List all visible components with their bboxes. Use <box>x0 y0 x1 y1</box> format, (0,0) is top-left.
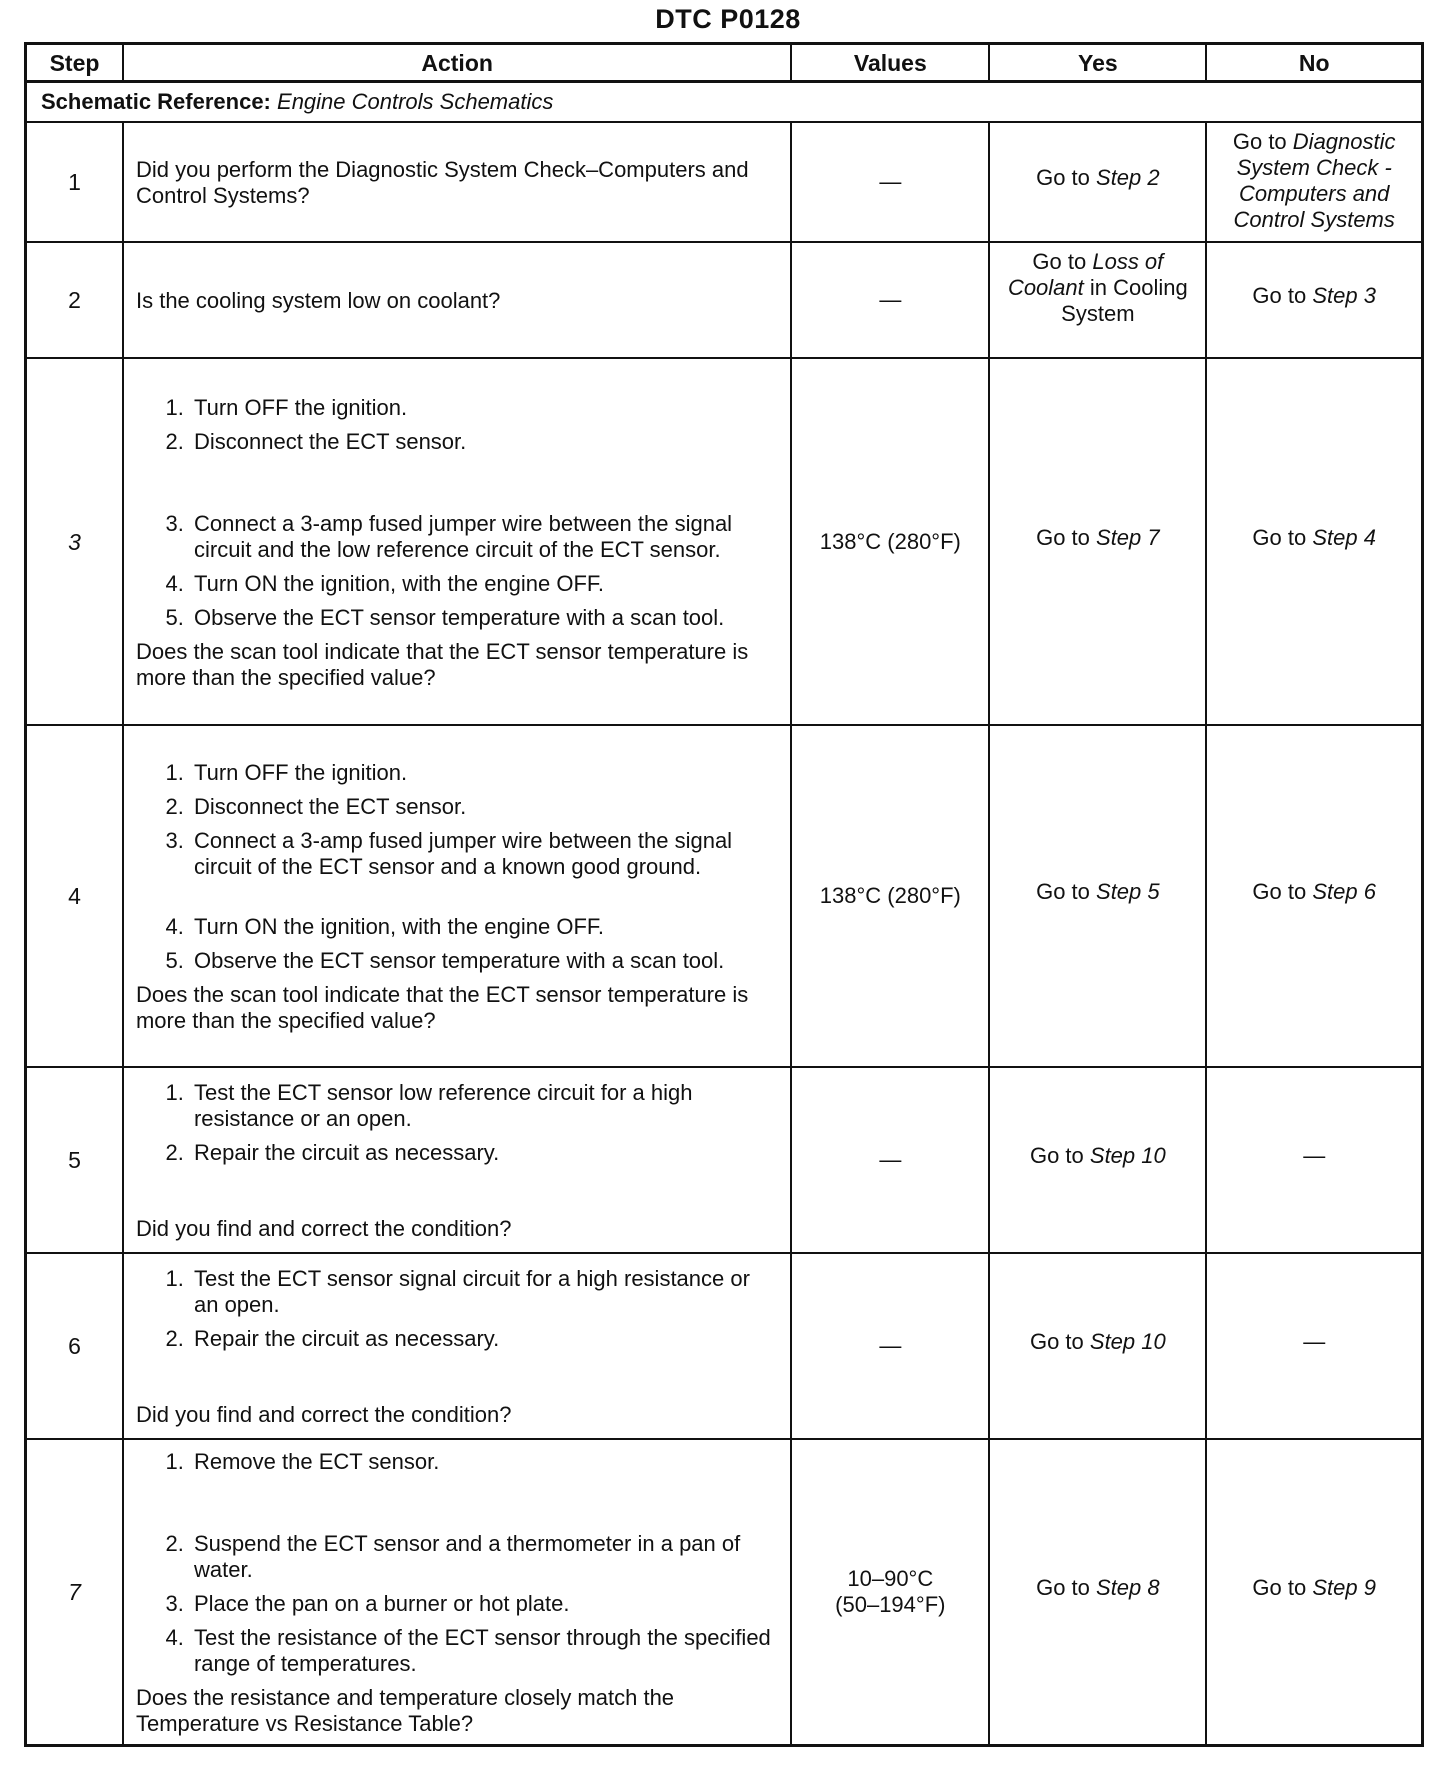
action-cell <box>123 725 791 1067</box>
list-item: 3. Connect a 3-amp fused jumper wire between the signal circuit and the low reference circuit of the ECT sensor. <box>190 511 778 563</box>
step-number: 5 <box>26 1067 123 1253</box>
list-item: 1. Turn OFF the ignition. <box>190 395 778 421</box>
yes-prefix: Go to <box>1029 1329 1084 1354</box>
no-prefix: Go to <box>1232 129 1287 154</box>
step-number: 3 <box>26 358 123 725</box>
yes-cell <box>989 242 1206 358</box>
question-text: Does the scan tool indicate that the ECT sensor temperature is more than the specified value? <box>135 638 749 690</box>
action-cell <box>123 1253 791 1439</box>
step-number: 4 <box>26 725 123 1067</box>
yes-link[interactable]: Loss of Coolant <box>1007 249 1164 300</box>
question-text: Does the scan tool indicate that the ECT sensor temperature is more than the specified value? <box>135 982 749 1033</box>
yes-link[interactable]: Step 7 <box>1096 524 1160 550</box>
value-cell: 138°C (280°F) <box>791 725 989 1067</box>
value-line-1: 10–90°C <box>847 1565 934 1591</box>
list-item: 2. Disconnect the ECT sensor. <box>190 794 778 820</box>
no-link[interactable]: Diagnostic System Check - Computers and Control Systems <box>1233 129 1396 232</box>
no-link[interactable]: Step 9 <box>1312 1574 1376 1600</box>
yes-prefix: Go to <box>1036 879 1090 904</box>
instruction-list <box>136 760 778 974</box>
list-item: 5. Observe the ECT sensor temperature with a scan tool. <box>190 605 778 631</box>
step-number: 6 <box>26 1253 123 1439</box>
step-number: 1 <box>26 122 123 242</box>
question-text: Is the cooling system low on coolant? <box>135 288 501 313</box>
action-cell <box>123 122 791 242</box>
instruction-list <box>136 395 778 631</box>
yes-link[interactable]: Step 10 <box>1089 1143 1166 1168</box>
yes-link[interactable]: Step 10 <box>1089 1329 1166 1354</box>
value-cell: — <box>791 1253 989 1439</box>
header-row <box>26 44 1423 82</box>
header-action: Action <box>123 44 791 82</box>
no-cell <box>1206 122 1422 242</box>
no-cell: — <box>1206 1067 1422 1253</box>
no-link[interactable]: Step 3 <box>1312 283 1376 308</box>
table-row <box>26 122 1423 242</box>
list-item: 4. Turn ON the ignition, with the engine OFF. <box>190 571 778 597</box>
list-item: 3. Connect a 3-amp fused jumper wire between the signal circuit of the ECT sensor and a known good ground. <box>190 828 778 880</box>
action-cell <box>123 242 791 358</box>
yes-prefix: Go to <box>1029 1143 1084 1168</box>
no-prefix: Go to <box>1252 879 1307 904</box>
title-text: DTC P0128 <box>655 4 801 34</box>
table-row <box>26 725 1423 1067</box>
no-cell: — <box>1206 1253 1422 1439</box>
instruction-list <box>136 1080 778 1166</box>
list-item: 4. Turn ON the ignition, with the engine OFF. <box>190 914 778 940</box>
list-item: 1. Turn OFF the ignition. <box>190 760 778 786</box>
page-title <box>0 4 1456 35</box>
list-item: 2. Suspend the ECT sensor and a thermometer in a pan of water. <box>190 1531 778 1583</box>
no-cell <box>1206 242 1422 358</box>
yes-suffix: in Cooling System <box>1061 275 1188 326</box>
list-item: 4. Test the resistance of the ECT sensor through the specified range of temperatures. <box>190 1625 778 1677</box>
table-row <box>26 1439 1423 1745</box>
schematic-label: Schematic Reference: <box>41 89 271 114</box>
dtc-table <box>24 42 1424 1747</box>
value-cell: — <box>791 242 989 358</box>
action-cell <box>123 1067 791 1253</box>
list-item: 1. Test the ECT sensor low reference circuit for a high resistance or an open. <box>190 1080 778 1132</box>
schematic-reference <box>26 82 1423 123</box>
instruction-list <box>136 1266 778 1352</box>
no-link[interactable]: Step 6 <box>1312 879 1376 904</box>
list-item: 2. Disconnect the ECT sensor. <box>190 429 778 455</box>
header-values: Values <box>791 44 989 82</box>
no-prefix: Go to <box>1252 283 1307 308</box>
value-cell: 138°C (280°F) <box>791 358 989 725</box>
yes-cell <box>989 358 1206 725</box>
no-cell <box>1206 358 1422 725</box>
step-number: 2 <box>26 242 123 358</box>
table-row <box>26 358 1423 725</box>
question-text: Does the resistance and temperature closely match the Temperature vs Resistance Table? <box>135 1684 675 1736</box>
list-item: 2. Repair the circuit as necessary. <box>190 1326 778 1352</box>
header-no: No <box>1206 44 1422 82</box>
header-yes: Yes <box>989 44 1206 82</box>
yes-link[interactable]: Step 8 <box>1096 1574 1160 1600</box>
yes-link[interactable]: Step 5 <box>1096 879 1160 904</box>
schematic-link[interactable]: Engine Controls Schematics <box>277 89 554 114</box>
no-cell <box>1206 1439 1422 1745</box>
question-text: Did you find and correct the condition? <box>135 1216 512 1241</box>
table-row <box>26 1067 1423 1253</box>
no-prefix: Go to <box>1252 1574 1307 1600</box>
no-link[interactable]: Step 4 <box>1312 524 1376 550</box>
action-cell <box>123 1439 791 1745</box>
value-cell: — <box>791 1067 989 1253</box>
header-step: Step <box>26 44 123 82</box>
table-row <box>26 1253 1423 1439</box>
yes-cell <box>989 725 1206 1067</box>
value-cell <box>791 1439 989 1745</box>
yes-link[interactable]: Step 2 <box>1096 165 1160 190</box>
step-number: 7 <box>26 1439 123 1745</box>
list-item: 5. Observe the ECT sensor temperature with a scan tool. <box>190 948 778 974</box>
question-text: Did you find and correct the condition? <box>135 1402 512 1427</box>
yes-cell <box>989 1439 1206 1745</box>
instruction-list <box>136 1449 778 1677</box>
yes-prefix: Go to <box>1036 165 1090 190</box>
list-item: 3. Place the pan on a burner or hot plate. <box>190 1591 778 1617</box>
yes-cell <box>989 1253 1206 1439</box>
list-item: 1. Remove the ECT sensor. <box>190 1449 778 1475</box>
list-item: 1. Test the ECT sensor signal circuit for a high resistance or an open. <box>190 1266 778 1318</box>
list-item: 2. Repair the circuit as necessary. <box>190 1140 778 1166</box>
value-cell: — <box>791 122 989 242</box>
yes-prefix: Go to <box>1036 1574 1090 1600</box>
yes-cell <box>989 1067 1206 1253</box>
action-cell <box>123 358 791 725</box>
schematic-reference-row <box>26 82 1423 123</box>
no-prefix: Go to <box>1252 524 1307 550</box>
table-row <box>26 242 1423 358</box>
question-text: Did you perform the Diagnostic System Check–Computers and Control Systems? <box>135 157 749 208</box>
yes-prefix: Go to <box>1036 524 1090 550</box>
yes-prefix: Go to <box>1032 249 1087 274</box>
yes-cell <box>989 122 1206 242</box>
value-line-2: (50–194°F) <box>835 1591 946 1617</box>
no-cell <box>1206 725 1422 1067</box>
